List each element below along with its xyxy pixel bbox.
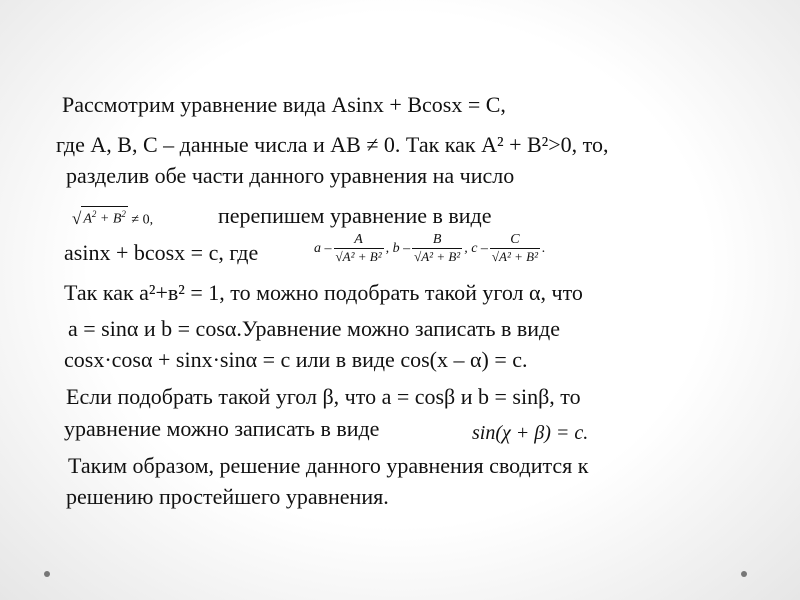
- text-line-6: Так как a²+в² = 1, то можно подобрать такой угол α, что: [64, 280, 583, 305]
- formula-sin-equation: sin(χ + β) = c.: [472, 422, 589, 444]
- text-line-1: Рассмотрим уравнение вида Asinx + Bcosx = C,: [62, 92, 506, 117]
- text-line-3: разделив обе части данного уравнения на число: [66, 163, 515, 188]
- text-line-5: asinx + bcosx = c, где: [64, 240, 259, 265]
- text-line-7: a = sinα и b = cosα.Уравнение можно записать в виде: [68, 316, 560, 341]
- text-line-9: Если подобрать такой угол β, что a = cosβ и b = sinβ, то: [66, 384, 581, 409]
- formula-coefficient-definitions: a – $\frac{A}{\text{√A² + B²}}$ , b – $\frac{B}{\text{√A² + B²}}$ , c – $\frac{C}{\text{√A² + B²}}$ .: [314, 232, 546, 264]
- text-line-2: где А, В, С – данные числа и АВ ≠ 0. Так как А² + В²>0, то,: [56, 132, 609, 157]
- text-line-11: Таким образом, решение данного уравнения сводится к: [68, 453, 589, 478]
- text-line-12: решению простейшего уравнения.: [66, 484, 389, 509]
- corner-dot-right: [741, 571, 747, 577]
- corner-dot-left: [44, 571, 50, 577]
- text-line-10: уравнение можно записать в виде: [64, 416, 380, 441]
- formula-sqrt-neq-zero: √ $A^2 + B^2$ ≠ 0,: [72, 206, 153, 229]
- text-line-8: cosx·cosα + sinx·sinα = c или в виде cos(x – α) = c.: [64, 347, 528, 372]
- text-line-4: перепишем уравнение в виде: [218, 203, 492, 228]
